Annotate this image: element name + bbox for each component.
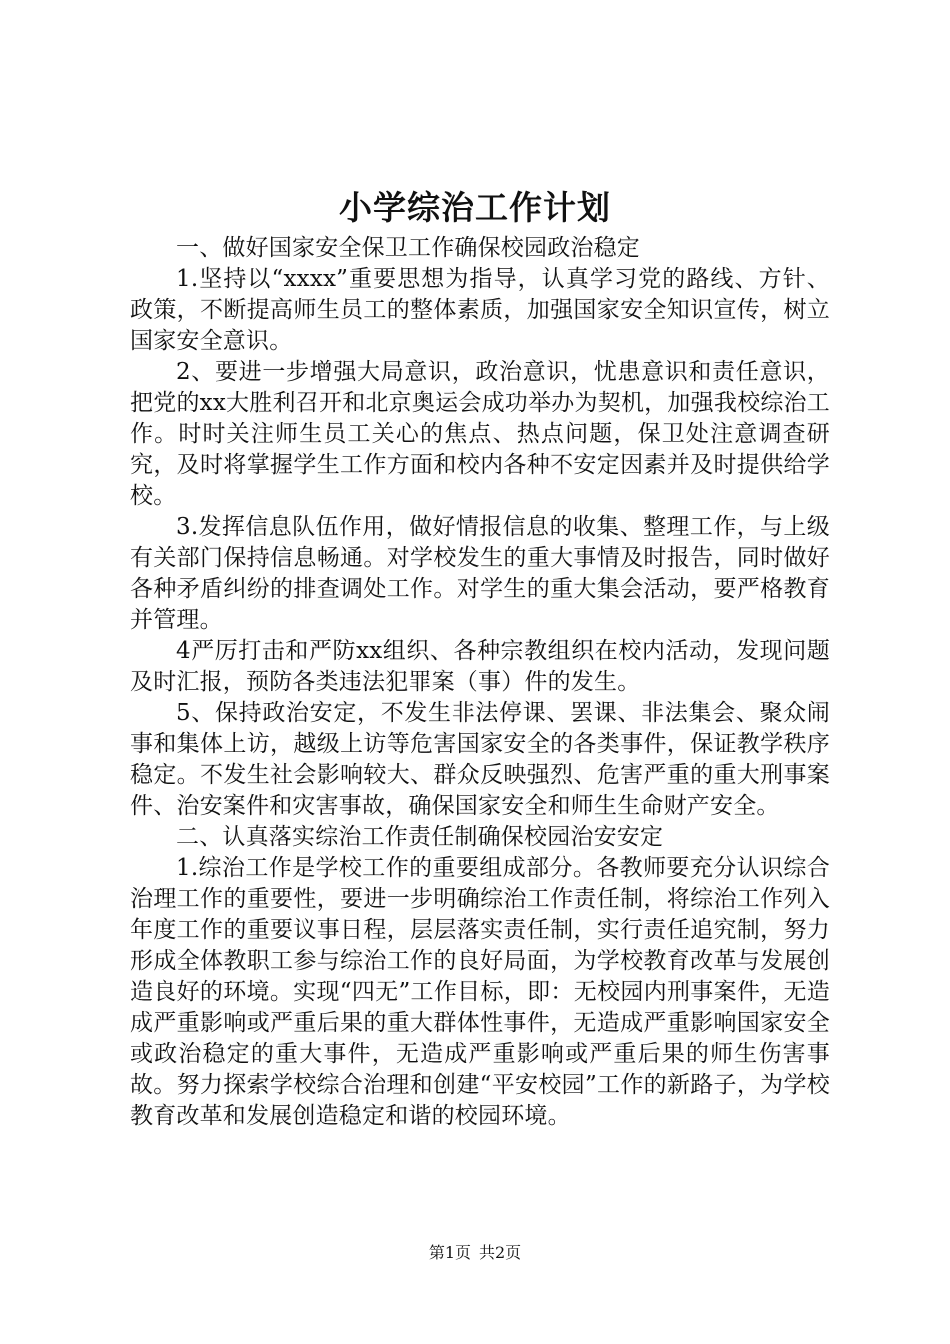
page-footer	[0, 1242, 950, 1264]
page-total: 共2页	[479, 1243, 522, 1262]
section-heading-2: 二、认真落实综治工作责任制确保校园治安安定	[176, 824, 664, 850]
page-title: 小学综治工作计划	[339, 188, 611, 227]
page-number: 第1页	[428, 1243, 471, 1262]
document-body	[130, 233, 830, 1132]
section-heading-1: 一、做好国家安全保卫工作确保校园政治稳定	[176, 235, 640, 261]
paragraph-1-5: 5、保持政治安定，不发生非法停课、罢课、非法集会、聚众闹事和集体上访，越级上访等危害国家安全的各类事件，保证教学秩序稳定。不发生社会影响较大、群众反映强烈、危害严重的重大刑事案件、治安案件和灾害事故，确保国家安全和师生生命财产安全。	[130, 700, 830, 819]
paragraph-1-1: 1.坚持以“xxxx”重要思想为指导，认真学习党的路线、方针、政策，不断提高师生员工的整体素质，加强国家安全知识宣传，树立国家安全意识。	[130, 266, 830, 354]
paragraph-2-1: 1.综治工作是学校工作的重要组成部分。各教师要充分认识综合治理工作的重要性，要进一步明确综治工作责任制，将综治工作列入年度工作的重要议事日程，层层落实责任制，实行责任追究制，努力形成全体教职工参与综治工作的良好局面，为学校教育改革与发展创造良好的环境。实现“四无”工作目标，即：无校园内刑事案件，无造成严重影响或严重后果的重大群体性事件，无造成严重影响国家安全或政治稳定的重大事件，无造成严重影响或严重后果的师生伤害事故。努力探索学校综合治理和创建“平安校园”工作的新路子，为学校教育改革和发展创造稳定和谐的校园环境。	[130, 855, 830, 1129]
paragraph-1-3: 3.发挥信息队伍作用，做好情报信息的收集、整理工作，与上级有关部门保持信息畅通。对学校发生的重大事情及时报告，同时做好各种矛盾纠纷的排查调处工作。对学生的重大集会活动，要严格教育并管理。	[130, 514, 830, 633]
paragraph-1-2: 2、要进一步增强大局意识，政治意识，忧患意识和责任意识，把党的xx大胜利召开和北京奥运会成功举办为契机，加强我校综治工作。时时关注师生员工关心的焦点、热点问题，保卫处注意调查研究，及时将掌握学生工作方面和校内各种不安定因素并及时提供给学校。	[130, 359, 830, 509]
paragraph-1-4: 4严厉打击和严防xx组织、各种宗教组织在校内活动，发现问题及时汇报，预防各类违法犯罪案（事）件的发生。	[130, 638, 830, 695]
